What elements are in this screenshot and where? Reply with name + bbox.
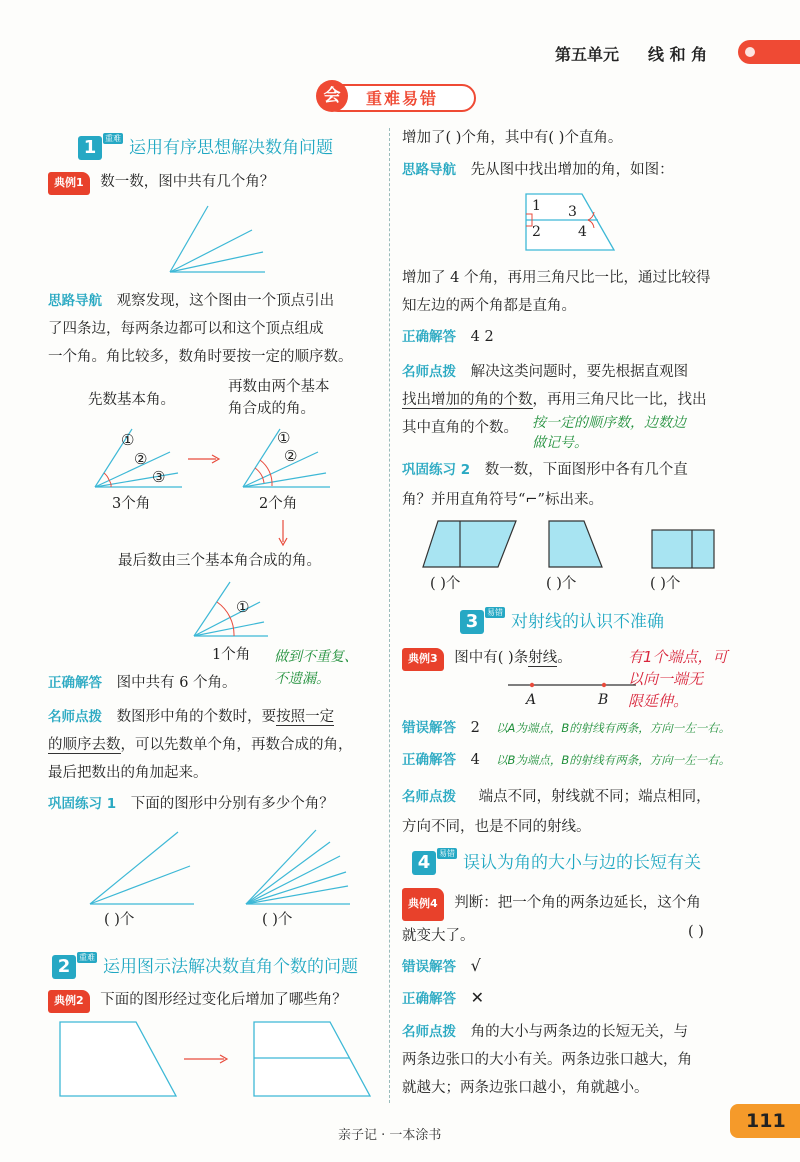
point-a-label: A	[526, 692, 537, 708]
ex1-tips	[48, 703, 383, 787]
circled-1: ①	[121, 431, 135, 449]
wrong-label: 错误解答	[402, 959, 456, 975]
column-divider	[389, 128, 390, 1103]
circled-1b: ①	[277, 429, 291, 447]
handwrite-line: 按一定的顺序数，边数边	[532, 415, 686, 431]
step3-label: 最后数由三个基本角合成的角。	[118, 553, 321, 569]
header-topic: 线 和 角	[648, 45, 708, 64]
tips-text: 两条边张口的大小有关。两条边张口越大，角	[402, 1052, 692, 1068]
tips-text: 角的大小与两条边的长短无关，与	[470, 1024, 689, 1040]
example-question: 图中有( )条	[454, 650, 529, 666]
wrong-label: 错误解答	[402, 720, 456, 736]
tips-text: 端点不同，射线就不同；端点相同，	[478, 789, 711, 805]
example-question: 判断：把一个角的两条边延长，这个角	[454, 895, 701, 911]
example-question: 就变大了。	[402, 928, 475, 944]
practice2-parallelogram	[420, 518, 520, 570]
section-title: 对射线的认识不准确	[511, 612, 664, 632]
guide-line: 增加了 4 个角，再用三角尺比一比，通过比较得	[402, 270, 711, 286]
guide-line: 一个角。角比较多，数角时要按一定的顺序数。	[48, 349, 353, 365]
answer-label: 正确解答	[48, 675, 102, 691]
count-1: 1个角	[212, 647, 251, 663]
tips-text: 最后把数出的角加起来。	[48, 765, 208, 781]
ex2-guide-continued	[402, 264, 710, 320]
tips-label: 名师点拨	[402, 789, 456, 805]
guide-label: 思路导航	[48, 293, 102, 309]
angle-label-3: 3	[568, 204, 577, 220]
tips-text: 解决这类问题时，要先根据直观图	[470, 364, 689, 380]
full-angle-figure	[190, 578, 270, 640]
tips-text: 其中直角的个数。	[402, 420, 518, 436]
example-badge: 典例3	[402, 648, 444, 671]
tips-text: ，再用三角尺比一比，找出	[532, 392, 707, 408]
practice2-blank-b: ( )个	[546, 576, 577, 592]
section-tag: 重难	[105, 134, 121, 143]
guide-line: 观察发现，这个图由一个顶点引出	[116, 293, 335, 309]
practice1-figure-a	[86, 826, 196, 906]
answer-label: 正确解答	[402, 991, 456, 1007]
circled-1c: ①	[236, 598, 250, 616]
example-badge: 典例1	[48, 172, 90, 195]
practice-label: 巩固练习 2	[402, 462, 471, 478]
count-3: 3个角	[112, 496, 151, 512]
handwrite-line: 以向一端无	[628, 670, 704, 688]
example-question: 下面的图形经过变化后增加了哪些角？	[100, 992, 347, 1008]
answer-text: 4	[470, 752, 480, 768]
page-number: 111	[746, 1110, 786, 1132]
angle-label-2: 2	[532, 224, 541, 240]
handwritten-correct: 以B为端点，B的射线有两条，方向一左一右。	[496, 753, 731, 767]
guide-label: 思路导航	[402, 162, 456, 178]
guide-line: 了四条边，每两条边都可以和这个顶点组成	[48, 321, 324, 337]
example-question: 数一数，图中共有几个角？	[100, 174, 275, 190]
section-1-heading	[78, 133, 333, 160]
section-tag: 易错	[487, 608, 503, 617]
arrow-down	[276, 518, 290, 548]
handwritten-note-2	[532, 413, 686, 453]
tips-label: 名师点拨	[402, 364, 456, 380]
example-1	[48, 172, 274, 195]
step1-label: 先数基本角。	[88, 392, 175, 408]
arrow-right	[186, 452, 222, 466]
footer-brand: 亲子记 · 一本涂书	[338, 1128, 442, 1143]
practice2-trapezoid	[546, 518, 606, 570]
answer-text: 4 2	[470, 329, 494, 345]
section-title: 误认为角的大小与边的长短有关	[463, 853, 701, 873]
practice-question: 角？并用直角符号“⌐”标出来。	[402, 492, 603, 508]
tips-text: 就越大；两条边张口越小，角就越小。	[402, 1080, 649, 1096]
practice2-rectangle	[650, 528, 716, 570]
handwritten-note-1	[274, 646, 358, 690]
guide-text: 先从图中找出增加的角，如图：	[470, 162, 674, 178]
wrong-text: 2	[470, 720, 480, 736]
angle-label-4: 4	[578, 224, 587, 240]
section-title: 运用图示法解决数直角个数的问题	[103, 957, 358, 977]
ex1-guide	[48, 287, 383, 371]
ex1-answer	[48, 673, 237, 693]
section-2-heading	[52, 952, 358, 979]
example-badge: 典例4	[402, 888, 444, 921]
tips-text: 方向不同，也是不同的射线。	[402, 819, 591, 835]
tips-text: ，可以先数单个角，再数合成的角，	[120, 737, 353, 753]
step2-line: 再数由两个基本	[228, 379, 330, 395]
handwritten-note-3	[628, 646, 728, 712]
section-number: 3	[460, 610, 484, 634]
answer-label: 正确解答	[402, 752, 456, 768]
example-2	[48, 990, 347, 1013]
practice2-blank-a: ( )个	[430, 576, 461, 592]
answer-label: 正确解答	[402, 329, 456, 345]
step2-label	[228, 376, 330, 420]
example-question-end: 。	[557, 650, 572, 666]
practice-1	[48, 794, 334, 814]
example-3	[402, 648, 572, 671]
tips-text: 数图形中角的个数时，要	[116, 709, 277, 725]
ex2-arrow	[182, 1052, 230, 1066]
practice1-blank-a: ( )个	[104, 912, 135, 928]
practice-label: 巩固练习 1	[48, 796, 117, 812]
handwrite-line: 限延伸。	[628, 692, 689, 710]
answer-text: 图中共有 6 个角。	[116, 675, 237, 691]
section-title: 运用有序思想解决数角问题	[129, 138, 333, 158]
count-2: 2个角	[259, 496, 298, 512]
example-badge: 典例2	[48, 990, 90, 1013]
practice-question: 数一数，下面图形中各有几个直	[484, 462, 688, 478]
step2-line: 角合成的角。	[228, 401, 315, 417]
section-tag: 重难	[79, 953, 95, 962]
guide-line: 知左边的两个角都是直角。	[402, 298, 576, 314]
handwrite-line: 做记号。	[532, 435, 588, 451]
ex3-tips	[402, 782, 711, 842]
header-unit: 第五单元	[555, 45, 620, 64]
banner	[316, 80, 476, 112]
handwrite-line: 不遗漏。	[274, 671, 330, 687]
tips-label: 名师点拨	[48, 709, 102, 725]
ex4-tips	[402, 1018, 747, 1102]
practice1-figure-b	[242, 826, 352, 906]
tips-underline: 按照一定	[276, 709, 335, 725]
ray-line-figure	[506, 678, 638, 692]
practice1-blank-b: ( )个	[262, 912, 293, 928]
page-header	[0, 0, 800, 70]
ex4-correct	[402, 988, 484, 1009]
answer-text: ✕	[470, 988, 485, 1007]
section-3-heading	[460, 607, 664, 634]
point-b-label: B	[598, 692, 609, 708]
ex2-continuation: 增加了( )个角，其中有( )个直角。	[402, 130, 623, 146]
example-keyword: 射线	[528, 650, 558, 666]
ex2-trapezoid-after	[250, 1018, 375, 1100]
handwritten-wrong: 以A为端点，B的射线有两条，方向一左一右。	[496, 721, 731, 735]
section-number: 1	[78, 136, 102, 160]
circled-3: ③	[152, 468, 166, 486]
circled-2: ②	[134, 450, 148, 468]
section-tag: 易错	[439, 849, 455, 858]
ex2-trapezoid-before	[56, 1018, 181, 1100]
wrong-text: √	[470, 956, 481, 975]
banner-icon: 会	[316, 80, 348, 112]
tips-label: 名师点拨	[402, 1024, 456, 1040]
circled-2b: ②	[284, 447, 298, 465]
tips-underline: 找出增加的角的个数	[402, 392, 533, 408]
ex4-answer-paren: ( )	[688, 924, 704, 940]
banner-title: 重难易错	[366, 89, 439, 108]
handwrite-line: 做到不重复、	[274, 649, 358, 665]
section-number: 4	[412, 851, 436, 875]
ex3-correct	[402, 750, 480, 770]
ex3-wrong	[402, 718, 480, 738]
ex2-answer	[402, 327, 494, 347]
ex2-guide	[402, 160, 674, 180]
practice2-blank-c: ( )个	[650, 576, 681, 592]
section-number: 2	[52, 955, 76, 979]
section-4-heading	[412, 848, 701, 875]
angle-label-1: 1	[532, 198, 541, 214]
handwrite-line: 有1个端点，可	[628, 648, 728, 666]
practice-2	[402, 455, 688, 515]
tips-underline: 的顺序去数	[48, 737, 121, 753]
ex4-wrong	[402, 956, 481, 977]
practice-question: 下面的图形中分别有多少个角？	[130, 796, 334, 812]
header-dot	[745, 47, 755, 57]
ex1-figure	[160, 200, 270, 280]
